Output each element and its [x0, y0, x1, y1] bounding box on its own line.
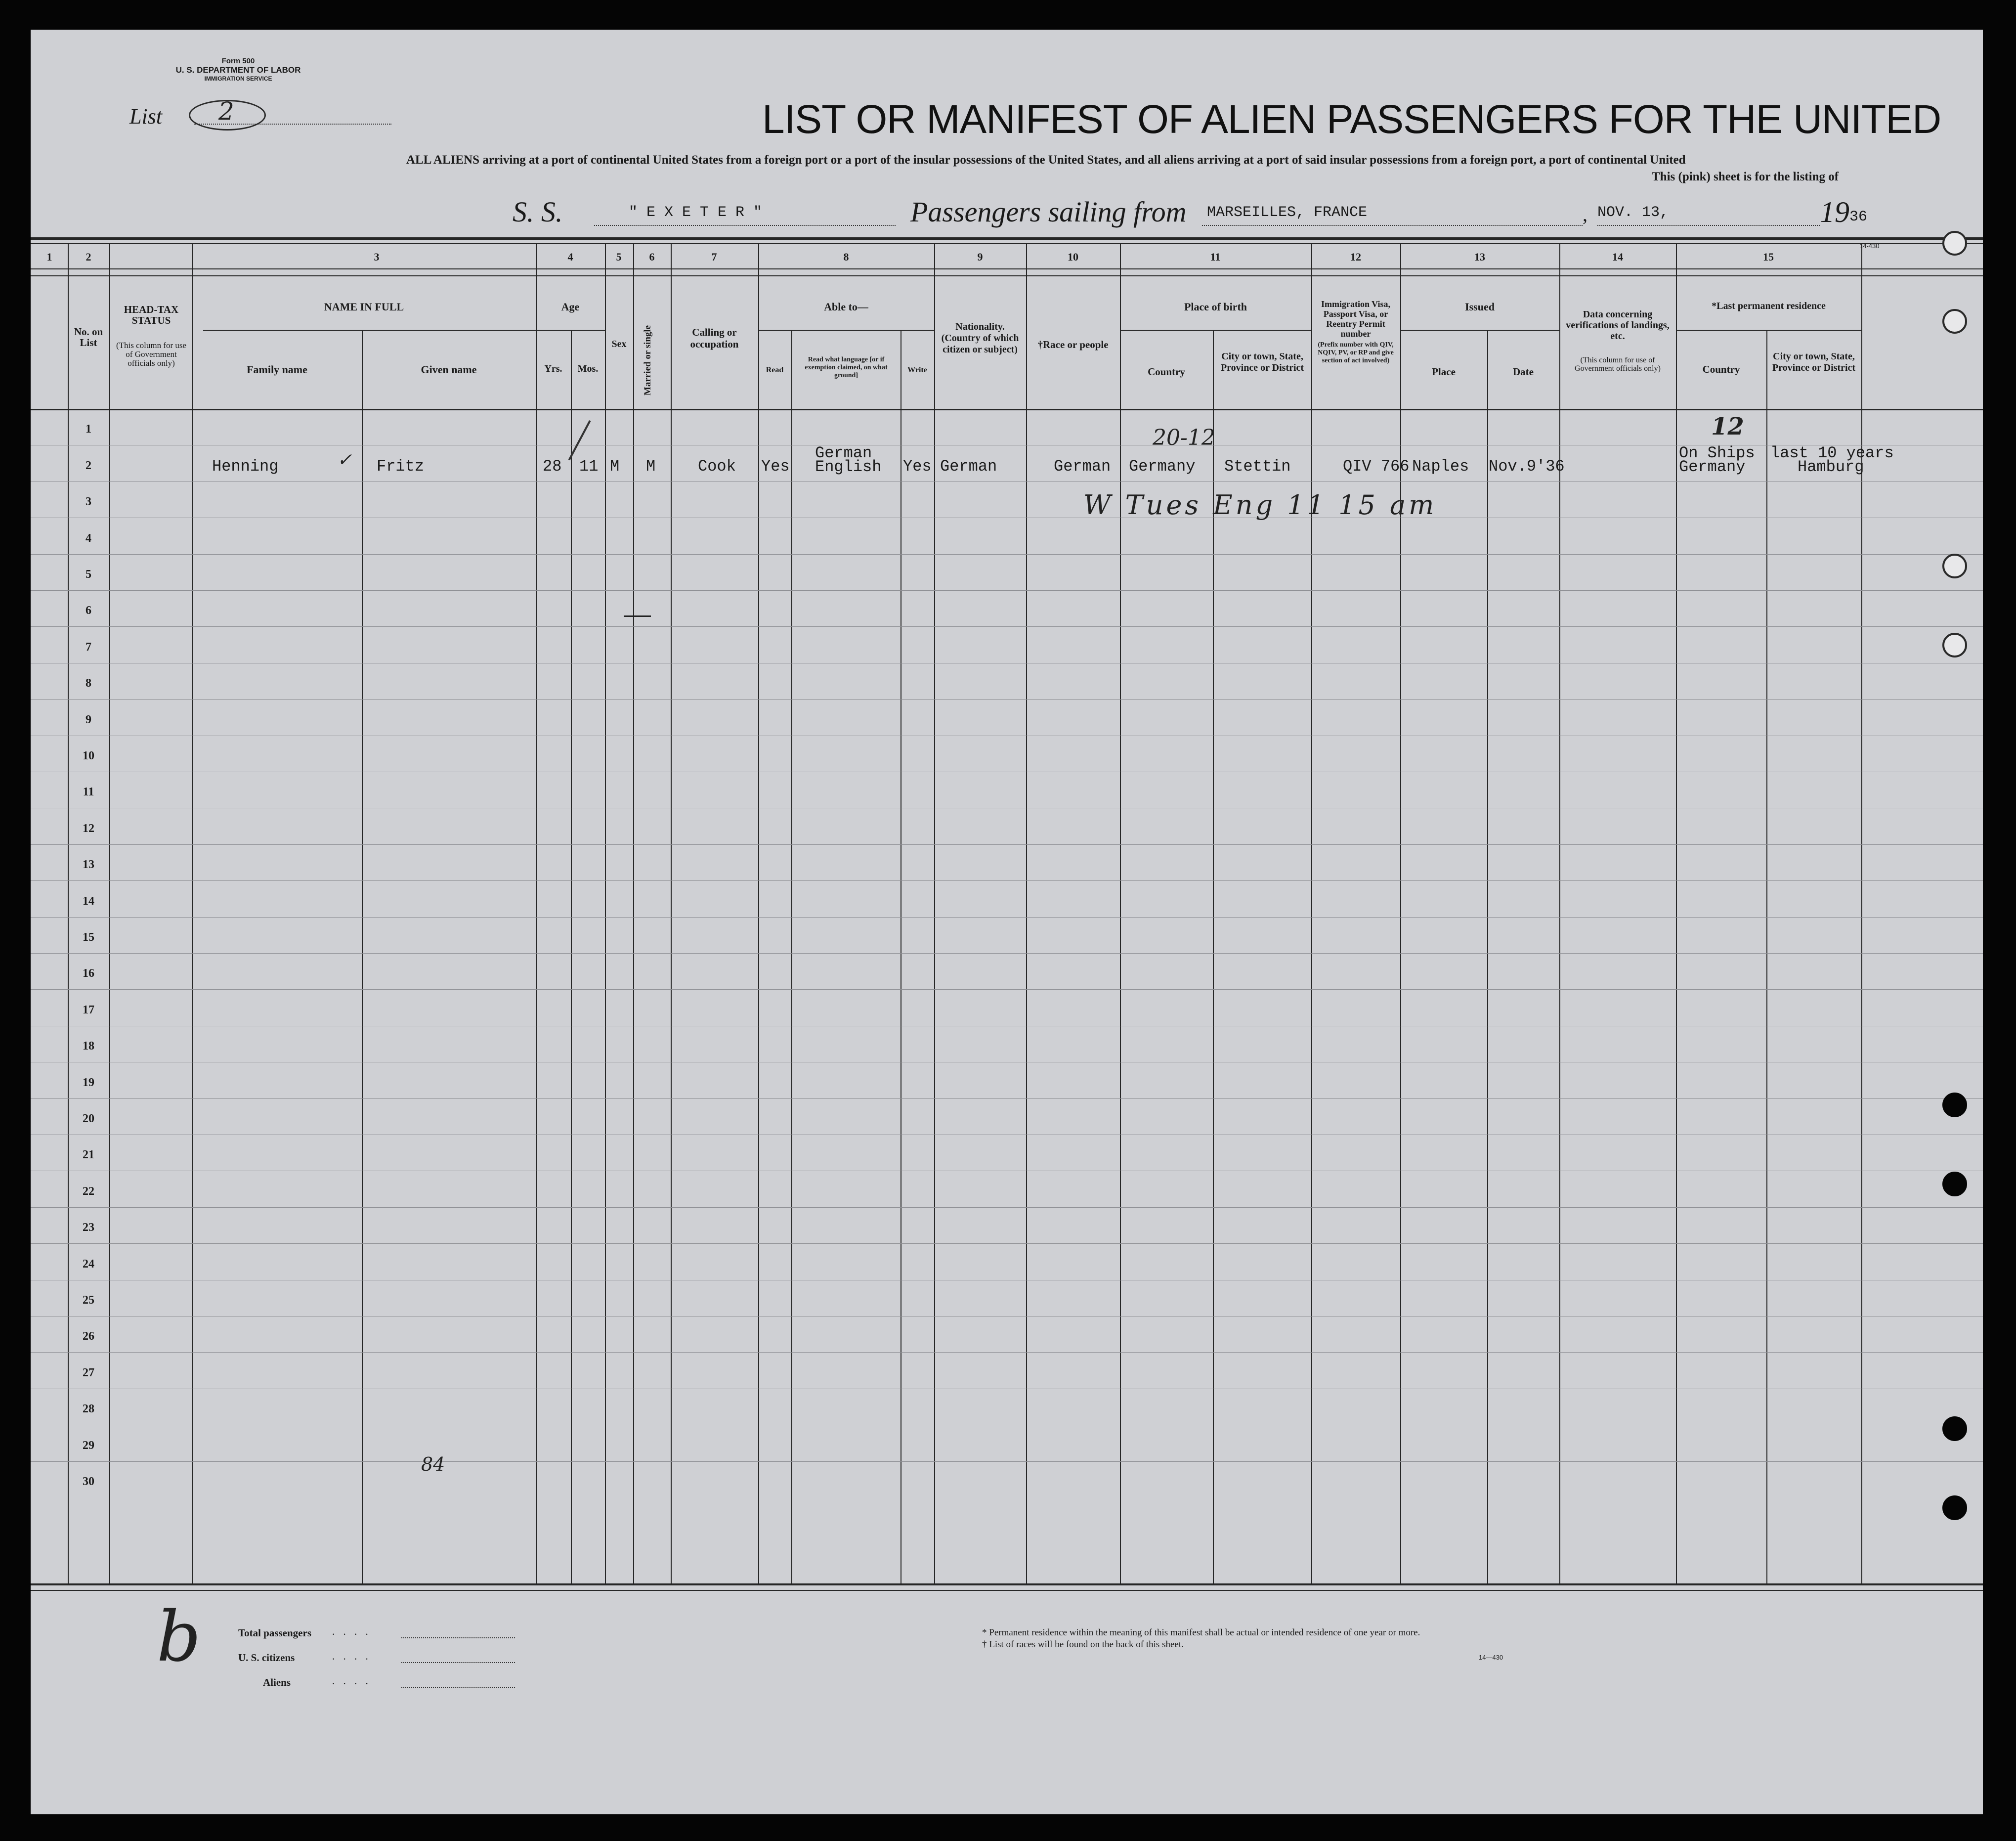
- column-number-11: 11: [1210, 251, 1221, 263]
- table-top-border: [31, 237, 1983, 240]
- row-number: 18: [83, 1040, 94, 1053]
- table-top-border-2: [31, 243, 1983, 244]
- row-rule: [31, 844, 1983, 845]
- row-rule: [31, 989, 1983, 990]
- header-age: Age: [561, 301, 580, 313]
- header-yrs: Yrs.: [544, 363, 562, 374]
- nationality-cell: German: [940, 457, 997, 476]
- col-line-9: [671, 243, 672, 1583]
- name-subheader-rule: [203, 330, 546, 331]
- aliens-dots: . . . .: [332, 1675, 371, 1687]
- ship-name: " E X E T E R ": [629, 204, 763, 221]
- col-line-17: [1311, 243, 1312, 1583]
- row-rule: [31, 1352, 1983, 1353]
- header-issued-place: Place: [1432, 366, 1456, 378]
- row-number: 15: [83, 931, 94, 944]
- row-number: 16: [83, 967, 94, 980]
- us-citizens-dots: . . . .: [332, 1650, 371, 1662]
- row-number: 24: [83, 1257, 94, 1271]
- header-given-name: Given name: [421, 363, 477, 376]
- table-bottom-border: [31, 1583, 1983, 1585]
- row-number: 26: [83, 1330, 94, 1343]
- col-line-3: [192, 243, 193, 1583]
- write-cell: Yes: [903, 457, 932, 476]
- row-number: 8: [86, 677, 91, 690]
- column-number-4: 4: [567, 251, 573, 263]
- header-birth-country: Country: [1148, 366, 1185, 378]
- row-number: 12: [83, 822, 94, 835]
- manifest-sheet: [31, 30, 1983, 1814]
- header-family-name: Family name: [247, 363, 307, 376]
- column-number-3: 3: [374, 251, 380, 263]
- sailing-date: NOV. 13,: [1597, 204, 1669, 221]
- ss-label: S. S.: [513, 196, 563, 228]
- footer-code: 14—430: [1479, 1654, 1503, 1661]
- row-number: 14: [83, 894, 94, 908]
- issued-place-cell: Naples: [1412, 457, 1469, 476]
- comma-separator: ,: [1583, 203, 1587, 225]
- punch-hole: [1942, 1172, 1967, 1196]
- column-number-14: 14: [1612, 251, 1623, 263]
- col-line-10: [758, 243, 759, 1583]
- column-number-rule: [31, 268, 1983, 269]
- punch-hole: [1942, 554, 1967, 578]
- us-citizens-label: U. S. citizens: [238, 1652, 295, 1664]
- row-number: 28: [83, 1403, 94, 1416]
- col-line-1: [68, 243, 69, 1583]
- column-number-1: 1: [46, 251, 52, 263]
- punch-hole: [1942, 231, 1967, 256]
- header-residence: *Last permanent residence: [1712, 301, 1826, 311]
- row-number: 3: [86, 495, 91, 509]
- row-rule: [31, 1098, 1983, 1099]
- row-number: 7: [86, 640, 91, 654]
- header-bottom-rule: [31, 409, 1983, 410]
- footer-handwritten-mark: b: [157, 1597, 201, 1677]
- header-able-to: Able to—: [824, 301, 868, 313]
- column-number-15: 15: [1763, 251, 1774, 263]
- department-label: U. S. DEPARTMENT OF LABOR: [175, 65, 301, 75]
- header-no-on-list: No. on List: [74, 326, 103, 349]
- column-number-6: 6: [649, 251, 655, 263]
- residence-country-2: Germany: [1679, 458, 1746, 476]
- row-number: 29: [83, 1439, 94, 1452]
- race-cell: German: [1054, 457, 1111, 476]
- row-rule: [31, 1461, 1983, 1462]
- header-head-tax: HEAD-TAX STATUS: [124, 304, 179, 326]
- able-subheader-rule: [758, 330, 934, 331]
- col-line-15: [1120, 243, 1121, 1583]
- row-number: 13: [83, 858, 94, 872]
- header-visa: Immigration Visa, Passport Visa, or Reentry Permit number: [1321, 299, 1390, 339]
- header-calling: Calling or occupation: [690, 326, 739, 350]
- row-rule: [31, 953, 1983, 954]
- col-line-8: [633, 243, 634, 1583]
- handwritten-20-12: 20-12: [1153, 425, 1215, 450]
- row-number: 25: [83, 1294, 94, 1307]
- list-number: 2: [218, 97, 234, 126]
- form-number: Form 500: [221, 57, 255, 65]
- header-landing-note: (This column for use of Government officials only): [1575, 356, 1661, 373]
- table-bottom-border-2: [31, 1590, 1983, 1591]
- row-number: 1: [86, 423, 91, 436]
- header-mos: Mos.: [577, 363, 599, 374]
- handwritten-row2-scrawl: W Tues Eng 11 15 am: [1083, 489, 1437, 521]
- year-suffix: 36: [1849, 209, 1868, 225]
- column-number-rule-2: [31, 275, 1983, 276]
- header-name-in-full: NAME IN FULL: [324, 301, 404, 313]
- header-race: †Race or people: [1037, 339, 1109, 351]
- row-rule: [31, 590, 1983, 591]
- row-rule: [31, 880, 1983, 881]
- row-number: 11: [83, 786, 94, 799]
- header-place-of-birth: Place of birth: [1184, 301, 1247, 313]
- issued-subheader-rule: [1400, 330, 1559, 331]
- column-number-5: 5: [616, 251, 622, 263]
- language-1-cell: German: [815, 444, 872, 462]
- column-number-9: 9: [977, 251, 983, 263]
- row-rule: [31, 1243, 1983, 1244]
- birth-country-cell: Germany: [1129, 457, 1196, 476]
- header-sex: Sex: [611, 339, 627, 350]
- family-name-check: ✓: [337, 450, 352, 470]
- handwritten-84: 84: [421, 1453, 445, 1475]
- row-number: 2: [86, 459, 91, 472]
- dash-mark: [624, 615, 651, 617]
- col-line-7: [605, 243, 606, 1583]
- punch-hole: [1942, 633, 1967, 658]
- row-rule: [31, 1207, 1983, 1208]
- sex-cell: M: [610, 457, 620, 476]
- header-nationality: Nationality. (Country of which citizen or subject): [941, 321, 1019, 355]
- punch-hole: [1942, 1093, 1967, 1117]
- birth-city-cell: Stettin: [1224, 457, 1291, 476]
- row-rule: [31, 917, 1983, 918]
- header-res-city: City or town, State, Province or District: [1772, 351, 1856, 373]
- col-line-5: [536, 243, 537, 1583]
- list-label: List: [129, 104, 163, 129]
- column-number-10: 10: [1068, 251, 1078, 263]
- marital-status-cell: M: [646, 457, 656, 476]
- punch-hole: [1942, 309, 1967, 334]
- header-landing: Data concerning verifications of landings, etc.: [1566, 309, 1670, 342]
- total-passengers-dots: . . . .: [332, 1625, 371, 1637]
- header-issued: Issued: [1465, 301, 1495, 313]
- service-label: IMMIGRATION SERVICE: [204, 75, 272, 82]
- row-number: 21: [83, 1148, 94, 1162]
- column-number-8: 8: [843, 251, 849, 263]
- column-number-13: 13: [1474, 251, 1485, 263]
- residence-city-1: last 10 years: [1770, 444, 1894, 462]
- total-passengers-label: Total passengers: [238, 1627, 311, 1639]
- row-rule: [31, 626, 1983, 627]
- header-birth-city: City or town, State, Province or District: [1220, 351, 1304, 373]
- read-cell: Yes: [761, 457, 790, 476]
- row-number: 22: [83, 1184, 94, 1198]
- year-prefix: 19: [1820, 196, 1849, 228]
- manifest-table: [31, 30, 1983, 1612]
- column-number-7: 7: [711, 251, 717, 263]
- form-subtitle-1: ALL ALIENS arriving at a port of continental United States from a foreign port or a port of the insular possessions of the United States, and all aliens arriving at a port of said insular possessions from a foreign port, a port of continental United: [406, 153, 1686, 167]
- row-number: 5: [86, 568, 91, 581]
- col-line-13: [934, 243, 935, 1583]
- age-subheader-rule: [546, 330, 605, 331]
- col-line-18: [1400, 243, 1401, 1583]
- language-2-cell: English: [815, 458, 882, 476]
- age-months-cell: 11: [579, 457, 599, 476]
- header-write: Write: [907, 366, 927, 374]
- row-number: 17: [83, 1003, 94, 1016]
- residence-city-2: Hamburg: [1798, 458, 1864, 476]
- occupation-cell: Cook: [698, 457, 736, 476]
- age-years-cell: 28: [543, 457, 562, 476]
- row-number: 4: [86, 531, 91, 545]
- row-rule: [31, 554, 1983, 555]
- col-line-21: [1676, 243, 1677, 1583]
- handwritten-residence-mark: 12: [1711, 413, 1744, 440]
- aliens-field: [401, 1687, 515, 1688]
- header-read-language: Read what language [or if exemption claimed, on what ground]: [805, 356, 888, 379]
- row-number: 27: [83, 1366, 94, 1379]
- row-number: 19: [83, 1076, 94, 1089]
- header-head-tax-note: (This column for use of Government officials only): [116, 341, 187, 368]
- row-number: 10: [83, 749, 94, 762]
- row-number: 6: [86, 604, 91, 617]
- column-number-12: 12: [1350, 251, 1361, 263]
- form-title: LIST OR MANIFEST OF ALIEN PASSENGERS FOR THE UNITED: [762, 97, 1941, 142]
- header-married: Married or single: [643, 325, 653, 395]
- row-number: 23: [83, 1221, 94, 1234]
- form-subtitle-2: This (pink) sheet is for the listing of: [1652, 170, 1839, 183]
- footnote-residence: * Permanent residence within the meaning of this manifest shall be actual or intended residence of one year or more.: [982, 1627, 1420, 1638]
- corner-code: 14-430: [1859, 242, 1880, 250]
- row-number: 9: [86, 713, 91, 726]
- total-passengers-field: [401, 1637, 515, 1638]
- visa-number-cell: QIV 766: [1343, 457, 1410, 476]
- residence-country-1: On Ships: [1679, 444, 1755, 462]
- birth-subheader-rule: [1120, 330, 1311, 331]
- column-number-2: 2: [86, 251, 91, 263]
- punch-hole: [1942, 1495, 1967, 1520]
- col-line-14: [1026, 243, 1027, 1583]
- header-visa-note: (Prefix number with QIV, NQIV, PV, or RP and give section of act involved): [1318, 341, 1394, 364]
- us-citizens-field: [401, 1662, 515, 1663]
- header-read: Read: [766, 366, 784, 374]
- departure-port: MARSEILLES, FRANCE: [1207, 204, 1368, 221]
- family-name-cell: Henning: [212, 457, 279, 476]
- issued-date-cell: Nov.9'36: [1489, 457, 1565, 476]
- aliens-label: Aliens: [263, 1676, 291, 1688]
- col-line-2: [109, 243, 110, 1583]
- col-line-20: [1559, 243, 1560, 1583]
- header-issued-date: Date: [1513, 366, 1534, 378]
- row-number: 30: [83, 1475, 94, 1488]
- row-rule: [31, 699, 1983, 700]
- footnote-races: † List of races will be found on the back of this sheet.: [982, 1639, 1184, 1650]
- row-number: 20: [83, 1112, 94, 1125]
- punch-hole: [1942, 1416, 1967, 1441]
- sailing-label: Passengers sailing from: [910, 196, 1187, 228]
- given-name-cell: Fritz: [377, 457, 425, 476]
- header-res-country: Country: [1702, 363, 1740, 375]
- residence-subheader-rule: [1676, 330, 1861, 331]
